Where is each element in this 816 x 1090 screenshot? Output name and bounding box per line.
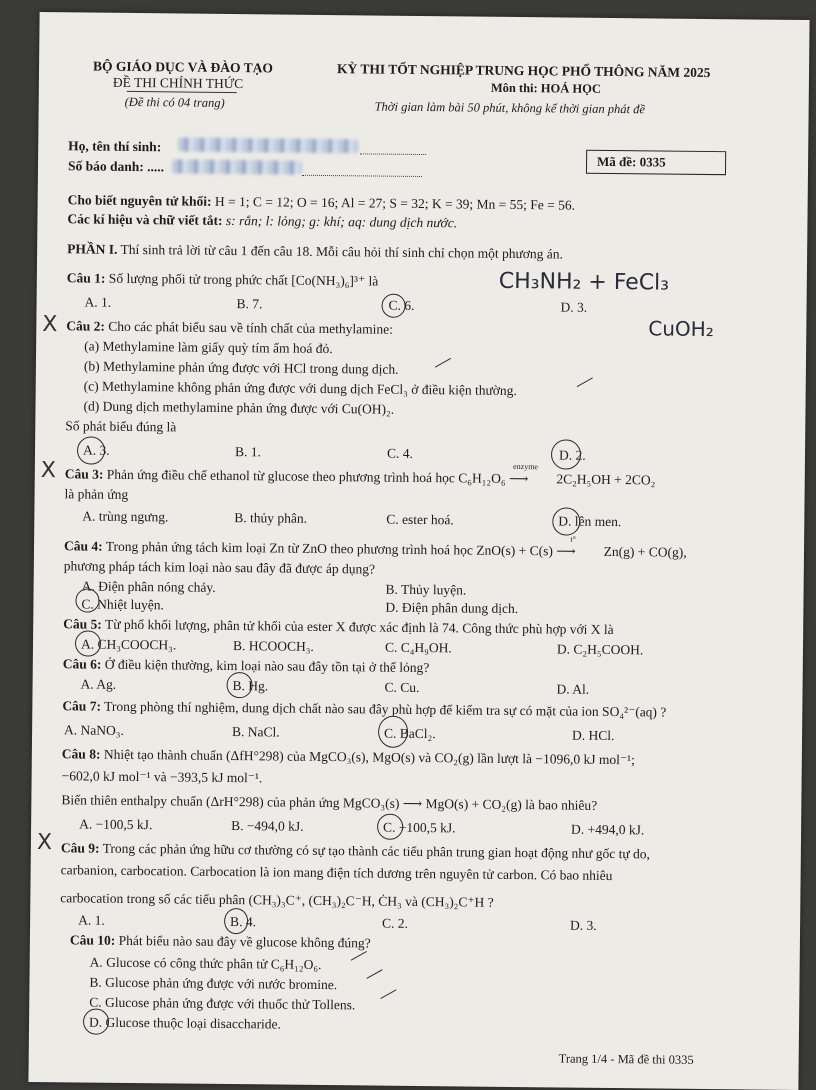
q7-text: Trong phòng thí nghiệm, dung dịch chất nào sau đây phù hợp để kiểm tra sự có mặt của ion SO₄²⁻(aq) ? (104, 698, 667, 720)
q9-text-3: carbocation trong số các tiểu phân (CH₃)₃C⁺, (CH₃)₂C⁻H, ĊH₃ và (CH₃)₂C⁺H ? (60, 890, 494, 910)
q5-text: Từ phổ khối lượng, phân tử khối của ester X được xác định là 74. Công thức phù hợp với X là (104, 616, 614, 638)
q10-option-c: C. Glucose phản ứng được với thuốc thử Tollens. (89, 994, 356, 1013)
q9-text-2: carbanion, carbocation. Carbocation là ion mang điện tích dương trên nguyên tử carbon. Có bao nhiêu (60, 862, 613, 884)
q7-option-a: A. NaNO₃. (64, 722, 125, 738)
q2-statement-c: (c) Methylamine không phản ứng được với dung dịch FeCl₃ ở điều kiện thường. (83, 378, 517, 399)
q3-arrow: enzyme ⟶ (508, 461, 539, 487)
q4-arrow: t° ⟶ (556, 534, 576, 559)
q4-arrow-label: t° (570, 534, 576, 544)
name-dots (360, 153, 426, 155)
exam-page (28, 12, 809, 1090)
q4-circle-c (75, 588, 99, 612)
q2-text: Cho các phát biểu sau về tính chất của methylamine: (108, 318, 393, 337)
q10-circle-d (83, 1009, 109, 1035)
part-label: PHẦN I. (67, 241, 118, 257)
q7-option-d: D. HCl. (572, 727, 615, 744)
q2-option-a: A. 3. (82, 442, 110, 458)
check-mark-b (435, 358, 451, 368)
q6-option-c: C. Cu. (384, 679, 420, 696)
q5-option-c: C. C₄H₉OH. (384, 639, 452, 656)
q9-option-b: B. 4. (230, 914, 257, 930)
q4-option-c: C. Nhiệt luyện. (81, 596, 165, 613)
check-mark-q10-c (380, 989, 396, 999)
q5-option-d: D. C₂H₅COOH. (556, 641, 644, 658)
part-one (67, 241, 563, 262)
q2-statement-a: (a) Methylamine làm giấy quỳ tím ẩm hoá đỏ. (84, 338, 333, 357)
q3-option-d: D. lên men. (558, 513, 622, 530)
q3-text-2: là phản ứng (64, 486, 129, 502)
atomic-label: Cho biết nguyên tử khối: (67, 192, 212, 209)
official-label: ĐỀ THI CHÍNH THỨC (112, 74, 244, 92)
q10-label: Câu 10: (69, 932, 116, 948)
symbols-line (67, 211, 457, 231)
q1-option-b: B. 7. (236, 296, 263, 312)
q8-stem (62, 746, 635, 768)
symbols-text: s: rắn; l: lỏng; g: khí; aq: dung dịch nước. (225, 212, 458, 231)
q10-text: Phát biểu nào sau đây về glucose không đúng? (118, 932, 371, 951)
q5-stem (63, 616, 614, 638)
q8-option-b: B. −494,0 kJ. (231, 818, 304, 834)
q2-option-d: D. 2. (558, 447, 586, 463)
q3-stem (64, 461, 656, 488)
q3-arrow-label: enzyme (513, 461, 539, 472)
q3-text: Phản ứng điều chế ethanol từ glucose theo phương trình hoá học C₆H₁₂O₆ (106, 466, 506, 486)
q2-label: Câu 2: (66, 318, 106, 334)
q8-option-d: D. +494,0 kJ. (571, 821, 645, 838)
q10-option-a: A. Glucose có công thức phân tử C₆H₁₂O₆. (89, 954, 322, 973)
q2-option-c: C. 4. (386, 445, 413, 461)
handwritten-note-1: CH₃NH₂ + FeCl₃ (498, 268, 670, 296)
q9-text: Trong các phản ứng hữu cơ thường có sự tạo thành các tiểu phân trung gian hoạt động như gốc tự do, (102, 840, 651, 862)
exam-title: KỲ THI TỐT NGHIỆP TRUNG HỌC PHỔ THÔNG NĂM 2025 (336, 61, 711, 81)
q6-option-b: B. Hg. (232, 678, 269, 694)
q4-text-2: phương pháp tách kim loại nào sau đây đã được áp dụng? (63, 558, 376, 577)
q9-option-d: D. 3. (570, 917, 597, 933)
q6-circle-b (226, 672, 252, 698)
q7-option-b: B. NaCl. (232, 724, 280, 740)
q4-option-b: B. Thủy luyện. (385, 581, 467, 598)
q9-option-c: C. 2. (382, 915, 409, 931)
q3-circle-d (552, 507, 580, 535)
handwritten-note-2: CuOH₂ (648, 316, 714, 342)
check-mark-q10-a (351, 951, 367, 961)
q7-stem (62, 698, 666, 720)
q2-stem (66, 318, 393, 337)
exam-time: Thời gian làm bài 50 phút, không kể thời gian phát đề (374, 99, 645, 117)
q10-option-b: B. Glucose phản ứng được với nước bromine. (89, 974, 338, 993)
q9-label: Câu 9: (60, 840, 100, 856)
q5-label: Câu 5: (63, 616, 102, 632)
ministry-name: BỘ GIÁO DỤC VÀ ĐÀO TẠO (92, 58, 274, 76)
atomic-masses (68, 192, 576, 213)
page-count: (Đề thi có 04 trang) (124, 94, 225, 110)
q9-option-a: A. 1. (78, 912, 105, 928)
cross-mark-q9: X (36, 830, 53, 856)
q10-option-d: D. Glucose thuộc loại disaccharide. (88, 1014, 282, 1032)
q5-circle-a (75, 630, 101, 656)
q3-option-c: C. ester hoá. (386, 511, 454, 528)
q7-circle-c (378, 716, 408, 748)
q8-text: Nhiệt tạo thành chuẩn (ΔfH°298) của MgCO₃(s), MgO(s) và CO₂(g) lần lượt là −1096,0 kJ mol⁻¹; (103, 746, 635, 768)
q9-stem (61, 840, 650, 862)
q6-text: Ở điều kiện thường, kim loại nào sau đây tồn tại ở thể lỏng? (104, 656, 430, 676)
q5-option-b: B. HCOOCH₃. (232, 638, 314, 654)
q6-option-a: A. Ag. (80, 676, 117, 692)
q4-option-a: A. Điện phân nóng chảy. (81, 578, 216, 595)
q4-stem (63, 534, 687, 561)
q4-label: Câu 4: (63, 538, 103, 554)
redacted-id (172, 159, 302, 174)
q1-label: Câu 1: (66, 270, 106, 286)
exam-code-box: Mã đề: 0335 (586, 150, 726, 175)
q6-label: Câu 6: (62, 656, 102, 672)
q1-option-a: A. 1. (84, 294, 112, 310)
symbols-label: Các kí hiệu và chữ viết tắt: (67, 211, 223, 228)
q4-text: Trong phản ứng tách kim loại Zn từ ZnO theo phương trình hoá học ZnO(s) + C(s) (105, 538, 554, 559)
q4-products: Zn(g) + CO(g), (603, 543, 687, 560)
q3-products: 2C₂H₅OH + 2CO₂ (556, 471, 656, 488)
candidate-id-label: Số báo danh: ..... (67, 158, 165, 175)
check-mark-c (577, 377, 593, 387)
part-text: Thí sinh trả lời từ câu 1 đến câu 18. Mỗi câu hỏi thí sinh chỉ chọn một phương án. (120, 241, 564, 262)
id-dots (302, 175, 422, 177)
q9-circle-b (224, 908, 248, 934)
q8-option-a: A. −100,5 kJ. (79, 816, 153, 833)
q4-option-d: D. Điện phân dung dịch. (385, 599, 519, 617)
header-divider (127, 91, 237, 93)
q7-label: Câu 7: (62, 698, 102, 714)
q8-text-2: −602,0 kJ mol⁻¹ và −393,5 kJ mol⁻¹. (61, 768, 263, 786)
q8-label: Câu 8: (61, 746, 101, 762)
page-footer: Trang 1/4 - Mã đề thi 0335 (558, 1051, 694, 1067)
q5-option-a: A. CH₃COOCH₃. (80, 636, 177, 653)
candidate-name-label: Họ, tên thí sinh: (68, 138, 162, 155)
q10-stem (70, 932, 371, 951)
q8-circle-c (377, 814, 403, 840)
redacted-name (178, 137, 358, 153)
q3-option-a: A. trùng ngưng. (82, 508, 169, 525)
q2-statement-d: (d) Dung dịch methylamine phản ứng được với Cu(OH)₂. (83, 398, 395, 417)
check-mark-q10-b (366, 969, 382, 979)
q1-stem (67, 270, 379, 289)
q1-option-d: D. 3. (560, 299, 588, 315)
exam-subject: Môn thi: HOÁ HỌC (490, 80, 602, 96)
q2-circle-a (77, 436, 105, 464)
q1-text: Số lượng phối tử trong phức chất [Co(NH₃)₆]³⁺ là (108, 270, 379, 289)
q6-option-d: D. Al. (556, 681, 590, 697)
q8-text-3: Biến thiên enthalpy chuẩn (ΔrH°298) của phản ứng MgCO₃(s) ⟶ MgO(s) + CO₂(g) là bao nhiêu? (61, 792, 598, 813)
q7-option-c: C. BaCl₂. (384, 725, 436, 742)
q3-option-b: B. thủy phân. (234, 510, 308, 526)
q2-count: Số phát biểu đúng là (65, 418, 177, 435)
q2-circle-d (551, 439, 581, 469)
q1-answer-circle (381, 294, 405, 318)
atomic-values: H = 1; C = 12; O = 16; Al = 27; S = 32; K = 39; Mn = 55; Fe = 56. (214, 193, 576, 213)
q2-statement-b: (b) Methylamine phản ứng được với HCl trong dung dịch. (83, 358, 399, 377)
q2-option-b: B. 1. (234, 444, 261, 460)
cross-mark-q2: X (42, 312, 58, 338)
cross-mark-q3: X (40, 458, 57, 484)
q1-option-c: C. 6. (388, 297, 415, 313)
q3-label: Câu 3: (64, 466, 104, 482)
q8-option-c: C. +100,5 kJ. (383, 819, 456, 836)
